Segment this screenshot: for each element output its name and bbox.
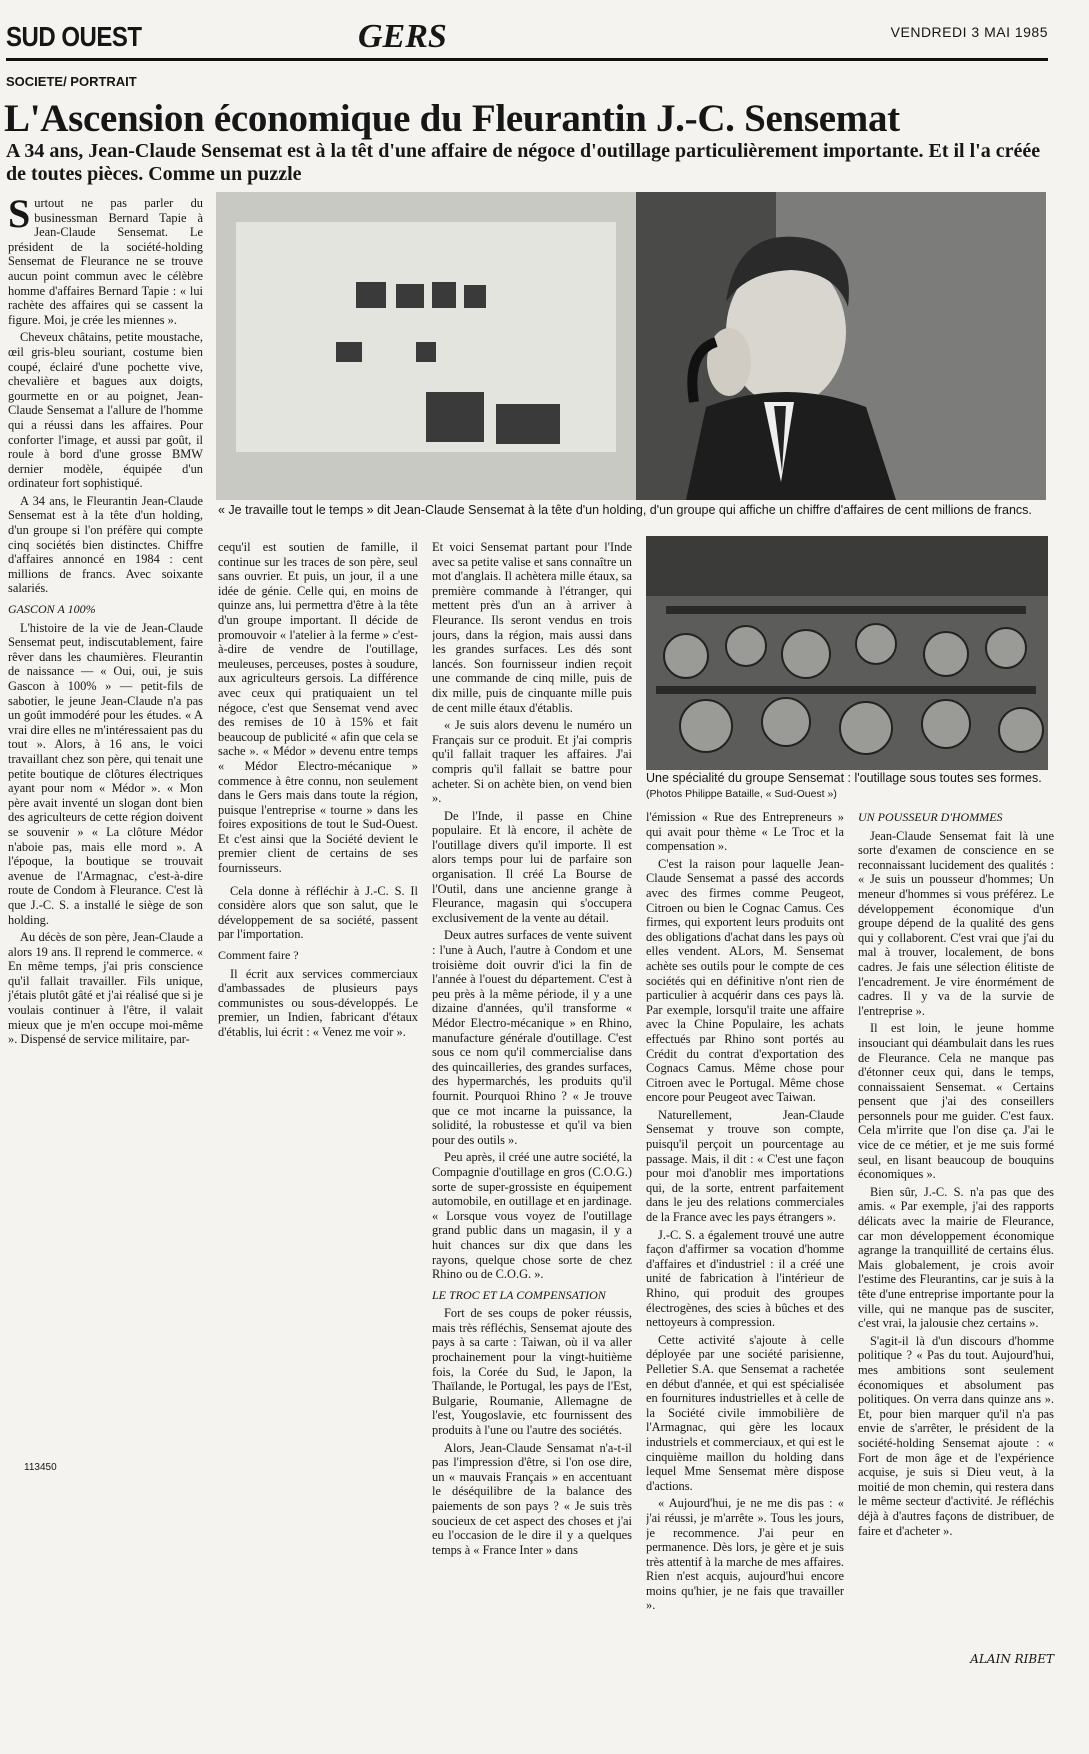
c4-paragraph-2: C'est la raison pour laquelle Jean-Claude Sensemat a passé des accords avec des firmes comme Peugeot, Citroen ou bien le Cognac Camus. Ces firmes, qui exportent leurs produits ont des obligations d'achat dans les pays où elles vendent. ALors, M. Sensemat achète ses outils pour le compte de ces sociétés qui en définitive n'ont rien de particulier à acquérir dans ces pays là. Par exemple, lorsqu'il traite une affaire avec la Chine Populaire, les achats effectués par Rhino sont portés au Crédit du contrat d'exportation des Cognacs Camus. Même chose pour Citroen avec le Portugal. Même chose encore pour Peugeot avec Taiwan. [646,856,844,1105]
c1-paragraph-3: A 34 ans, le Fleurantin Jean-Claude Sensemat est à la tête d'un holding, d'un groupe si l'on préfère qui compte cinq sociétés bien distinctes. Chiffre d'affaires annoncé en 1984 : cent millions de francs. Avec soixante salariés. [8,493,203,596]
c3-subhead: LE TROC ET LA COMPENSATION [432,1287,606,1302]
c5-subhead: UN POUSSEUR D'HOMMES [858,810,1003,824]
masthead [6,18,1048,58]
column-4 [646,810,844,1722]
c3-paragraph-7: Alors, Jean-Claude Sensamat n'a-t-il pas l'impression d'être, si l'on ose dire, un « mauvais Français » en accentuant le déséquilibre de la balance des paiements de son pays ? « Je suis très soucieux de cet aspect des choses et j'ai eu l'occasion de le dire il y a quelques temps à « France Inter » dans [432,1440,632,1557]
main-photo [216,192,1046,500]
drop-cap: S [8,196,31,236]
workshop-illustration [646,536,1048,770]
c4-paragraph-5: Cette activité s'ajoute à celle déployée par une société parisienne, Pelletier S.A. que Sensemat a rachetée en début d'année, et qui est spécialisée en fournitures industrielles et à celle de la Société civile immobilière de l'Armagnac, qui gère les locaux industriels et commerciaux, et qui est le cinquième maillon du holding dans lequel Mme Sensemat mère dispose d'actions. [646,1332,844,1493]
c4-paragraph-6: « Aujourd'hui, je ne me dis pas : « j'ai réussi, je m'arrête ». Tous les jours, je recommence. J'ai peur en permanence. Dès lors, je gère et je suis très attentif à la marche de mes affaires. Rien n'est acquis, aujourd'hui encore moins qu'hier, je ne fais que travailler ». [646,1496,844,1613]
c4-paragraph-1: l'émission « Rue des Entrepreneurs » qui avait pour thème « Le Troc et la compensation ». [646,810,844,854]
rubric: SOCIETE/ PORTRAIT [6,74,137,89]
c3-paragraph-1: Et voici Sensemat partant pour l'Inde avec sa petite valise et sans connaître un mot d'anglais. Il achètera mille étaux, sa première commande à l'étranger, qui mettent près d'un an à arriver à Fleurance. Ils seront vendus en trois jours, dans la région, mais aussi dans les grandes surfaces. Les dés sont lancés. Son fournisseur indien reçoit une commande de cinq mille, puis de dix mille, puis de cinquante mille puis de cent mille étaux d'établis. [432,540,632,715]
c3-paragraph-3: De l'Inde, il passe en Chine populaire. Et là encore, il achète de l'outillage divers qu'il importe. Il est alors temps pour lui de parfaire son organisation. Il créé La Bourse de l'Outil, dans une ancienne grange à Fleurance, magasin qui s'occupera exclusivement de la vente au détail. [432,808,632,925]
c5-paragraph-3: Bien sûr, J.-C. S. n'a pas que des amis. « Par exemple, j'ai des rapports délicats avec la mairie de Fleurance, car mon développement économique agrange la tranquillité de certains élus. Mais globalement, je crois avoir l'estime des Fleurantins, car je suis à la tête d'une entreprise importante pour la ville, qui ne manque pas de susciter, c'est vrai, la jalousie chez certains ». [858,1184,1054,1331]
c1-paragraph-4: L'histoire de la vie de Jean-Claude Sensemat peut, indiscutablement, faire rêver dans les chaumières. Fleurantin de naissance — « Oui, oui, je suis Gascon à 100% » — petit-fils de sabotier, le jeune Jean-Claude n'a pas un goût immodéré pour les études. « A vrai dire elles ne m'intéressaient pas du tout ». Alors, à 16 ans, le voici travaillant chez son père, qui tenait une petite boutique de clôtures électriques ayant pour nom « Médor ». « Mon père avait inventé un slogan dont bien des agriculteurs de cette région doivent se souvenir » « La clôture Médor n'aboie pas, mais elle mord ». A l'époque, la boutique se trouvait avenue de l'Armagnac, c'est-à-dire route de Condom à Fleurance. C'est là que J.-C. S. a installé le siège de son holding. [8,620,203,927]
c1-paragraph-5: Au décès de son père, Jean-Claude a alors 19 ans. Il reprend le commerce. « En même temps, j'ai pris conscience qu'il fallait travailler. Fils unique, j'étais plutôt gâté et j'ai réalisé que si je voulais continuer à l'être, il valait mieux que je m'en occupe moi-même ». Dispensé de service militaire, par- [8,930,203,1047]
c3-paragraph-6: Fort de ses coups de poker réussis, mais très réfléchis, Sensemat ajoute des pays à sa carte : Taiwan, où il va aller prochainement pour la vingt-huitième fois, la Corée du Sud, le Japon, la Thaïlande, le Portugal, les pays de l'Est, Bulgarie, Roumanie, Allemagne de l'est, Yougoslavie, etc fournissent des produits à l'une ou l'autre des sociétés. [432,1306,632,1438]
c1-paragraph-1: urtout ne pas parler du businessman Bernard Tapie à Jean-Claude Sensemat. Le président de la société-holding Sensemat de Fleurance ne se trouve aucun point commun avec le célèbre homme d'affaires Bernard Tapie : « lui rachète des affaires qui se cassent la figure. Moi, je crée les miennes ». [8,196,203,327]
column-1 [8,196,203,1458]
column-2 [218,540,418,1150]
c2-paragraph-3: Il écrit aux services commerciaux d'ambassades de plusieurs pays communistes ou sous-développés. Le premier, un Indien, fabricant d'étaux d'établis, lui écrit : « Venez me voir ». [218,966,418,1039]
c4-paragraph-3: Naturellement, Jean-Claude Sensemat y trouve son compte, puisqu'il perçoit un pourcentage au passage. Mais, il dit : « C'est une façon pour moi d'anoblir mes importations qui, de la sorte, entrent parfaitement dans le jeu des relations commerciales de la France avec les pays étrangers ». [646,1107,844,1225]
column-5 [858,810,1054,1648]
reference-number: 113450 [24,1462,57,1473]
c3-paragraph-2: « Je suis alors devenu le numéro un Français sur ce produit. Et j'ai compris qu'il fallait traquer les affaires. J'ai compris qu'il fallait se battre pour acheter. Si on achète bien, on vend bien ». [432,718,632,806]
author-signature: ALAIN RIBET [970,1652,1054,1666]
newspaper-brand: SUD OUEST [6,21,142,53]
issue-date: VENDREDI 3 MAI 1985 [890,24,1048,40]
c4-paragraph-4: J.-C. S. a également trouvé une autre façon d'affirmer sa vocation d'homme d'affaires et d'industriel : il a créé une unité de fabrication à l'intérieur de Rhino, qui produit des groupes électrogènes, des scies à bûches et des nettoyeurs à compression. [646,1227,844,1330]
c2-paragraph-1: cequ'il est soutien de famille, il continue sur les traces de son père, seul sans ouvrier. Et puis, un jour, il a une idée de génie. Celle qui, en moins de quinze ans, lui permettra d'être à la tête d'un groupe important. Il décide de promouvoir « l'atelier à la ferme » c'est-à-dire de vendre de l'outillage, meuleuses, perceuses, postes à soudure, aux agriculteurs gersois. La différence avec ceux qui pratiquaient un tel négoce, c'est que Sensemat vend avec des remises de 10 à 15% et fait beaucoup de publicité « afin que cela se sache ». « Médor » devenu entre temps « Médor Electro-mécanique » commence à être connu, non seulement dans le Gers mais dans toute la région, puisque l'entreprise « tourne » dans les foires expositions de tout le Sud-Ouest. Et c'est ainsi que la Société devient le premier client de certains de ses fournisseurs. [218,540,418,876]
c5-paragraph-2: Il est loin, le jeune homme insouciant qui déambulait dans les rues de Fleurance. Cela ne manque pas d'étonner ceux qui, dans le temps, connaissaient Sensemat. « Certains pensent que j'ai des conseillers personnels pour me guider. C'est faux. Cela m'irrite que l'on dise ça. J'ai le vice de ce métier, et je me suis formé seul, en lisant beaucoup de bouquins économiques ». [858,1021,1054,1182]
second-photo-caption [646,771,1050,802]
masthead-rule [6,58,1048,61]
c5-paragraph-1: Jean-Claude Sensemat fait là une sorte d'examen de conscience en se reconnaissant lucidement des qualités : « Je suis un pousseur d'hommes; Un meneur d'hommes si vous préférez. Le développement économique d'un groupe dépend de la qualité des gens qui y collaborent. C'est vrai que j'ai du mal à trouver, localement, de bons cadres. Je fais une sélection élitiste de l'encadrement. Je vire énormément de cadres. Il y va de la survie de l'entreprise ». [858,828,1054,1018]
c2-paragraph-2: Cela donne à réfléchir à J.-C. S. Il considère alors que son salut, que le développement de sa société, passent par l'importation. [218,883,418,942]
portrait-illustration [216,192,1046,500]
c1-subhead: GASCON A 100% [8,602,96,617]
second-caption-text: Une spécialité du groupe Sensemat : l'outillage sous toutes ses formes. [646,771,1042,785]
column-3 [432,540,632,1722]
main-photo-caption: « Je travaille tout le temps » dit Jean-Claude Sensemat à la tête d'un holding, d'un groupe qui affiche un chiffre d'affaires de cent millions de francs. [218,503,1032,517]
deck: A 34 ans, Jean-Claude Sensemat est à la têt d'une affaire de négoce d'outillage particulièrement importante. Et il l'a créée de toutes pièces. Comme un puzzle [6,140,1041,185]
headline: L'Ascension économique du Fleurantin J.-C. Sensemat [4,97,900,140]
second-photo [646,536,1048,770]
photo-credit: (Photos Philippe Bataille, « Sud-Ouest ») [646,788,837,800]
c3-paragraph-5: Peu après, il créé une autre société, la Compagnie d'outillage en gros (C.O.G.) sorte de super-grossiste en équipement automobile, en outillage et en jardinage. « Lorsque vous voyez de l'outillage grand public dans un magasin, il y a huit chances sur dix que dans les rayons, quelque chose sorte de chez Rhino ou de C.O.G. ». [432,1150,632,1282]
c2-subhead: Comment faire ? [218,948,299,963]
c1-paragraph-2: Cheveux châtains, petite moustache, œil gris-bleu souriant, costume bien coupé, éclairé d'une pochette vive, chevalière et bagues aux doigts, gourmette en or au poignet, Jean-Claude Sensemat a l'allure de l'homme qui a réussi dans les affaires. Pour conforter l'image, et aussi par goût, il roule à bord d'une grosse BMW dernier modèle, équipée d'un ordinateur fort sophistiqué. [8,330,203,491]
c3-paragraph-4: Deux autres surfaces de vente suivent : l'une à Auch, l'autre à Condom et une troisième doit ouvrir d'ici la fin de l'année à l'ouest du département. C'est à peu près à la même période, il y a une dizaine d'années, qu'il transforme « Médor Electro-mécanique » en Rhino, manufacture générale d'outillage. C'est sous ce nom qu'il commercialise dans des quincailleries, des grandes surfaces, des hypermarchés, les produits qu'il fournit. Pourquoi Rhino ? « Je trouve que ce mot incarne la puissance, la solidité, la robustesse et qu'il va bien pour des outils ». [432,928,632,1147]
section-name: GERS [358,18,447,55]
c5-paragraph-4: S'agit-il là d'un discours d'homme politique ? « Pas du tout. Aujourd'hui, mes ambitions sont seulement économiques et absolument pas politiques. On verra dans quinze ans ». Et, pour bien marquer qu'il n'a pas envie de s'arrêter, le président de la société-holding Sensemat ajoute : « Fort de mon âge et de l'expérience acquise, je suis si Dieu veut, à la moitié de mon chemin, qui restera dans le même secteur d'activité. Je réfléchis déjà à d'autres façons de distribuer, de faire et d'acheter ». [858,1333,1054,1538]
